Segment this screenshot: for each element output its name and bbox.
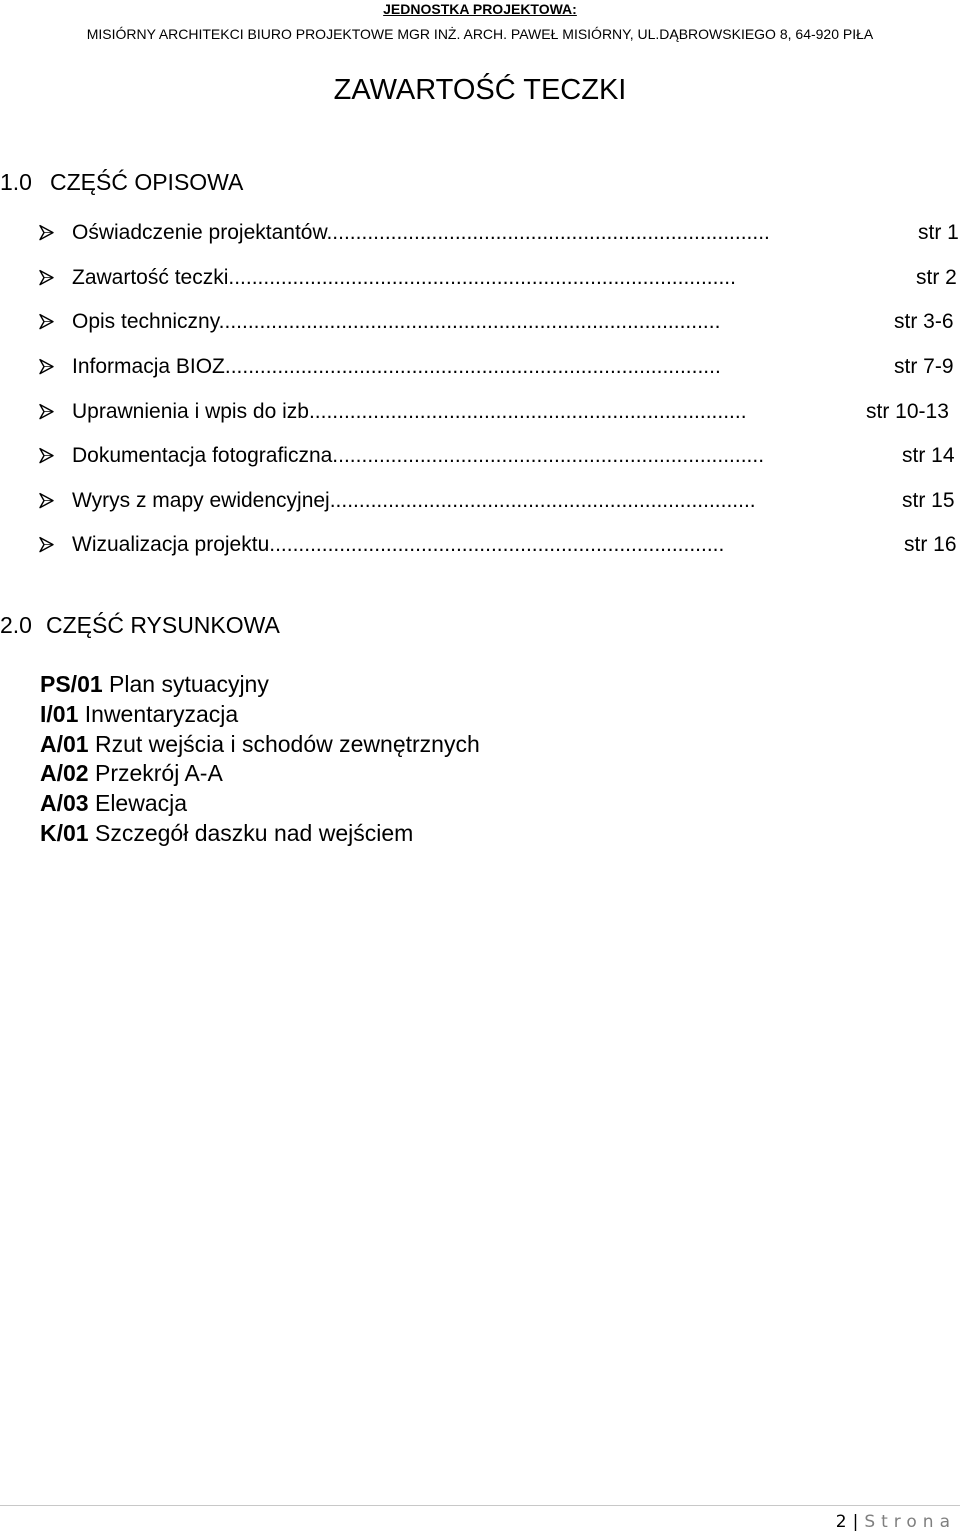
drawing-code: PS/01: [40, 671, 103, 697]
arrow-bullet-icon: [38, 358, 56, 376]
toc-page: str 1: [918, 221, 959, 245]
section-1-number: 1.0: [0, 169, 32, 195]
footer-page-word: Strona: [864, 1512, 956, 1532]
section-2-title: CZĘŚĆ RYSUNKOWA: [45, 612, 280, 638]
footer-separator: |: [852, 1512, 859, 1532]
drawing-code: A/01: [40, 730, 89, 757]
drawing-name: Inwentaryzacja: [84, 700, 239, 727]
toc-label: Dokumentacja fotograficzna..........................................................................: [72, 444, 765, 468]
document-title: ZAWARTOŚĆ TECZKI: [333, 74, 627, 106]
drawing-code: A/02: [40, 760, 89, 787]
drawing-name: Plan sytuacyjny: [109, 671, 269, 697]
header-title: JEDNOSTKA PROJEKTOWA:: [383, 1, 577, 17]
drawing-code: A/03: [40, 790, 89, 817]
toc-row: [0, 345, 960, 390]
toc-page: str 15: [902, 488, 955, 512]
section-1-heading: [0, 168, 243, 196]
drawing-name: Przekrój A-A: [94, 760, 223, 787]
toc-row: [0, 211, 960, 256]
arrow-bullet-icon: [38, 269, 56, 287]
drawing-item: [40, 819, 480, 849]
drawing-name: Szczegół daszku nad wejściem: [94, 819, 414, 846]
arrow-bullet-icon: [38, 224, 56, 242]
toc-page: str 16: [904, 533, 957, 557]
header-subtitle: MISIÓRNY ARCHITEKCI BIURO PROJEKTOWE MGR INŻ. ARCH. PAWEŁ MISIÓRNY, UL.DĄBROWSKIEGO 8, 64-920 PIŁA: [86, 26, 874, 42]
page-footer: [836, 1510, 956, 1534]
drawing-name: Elewacja: [94, 790, 188, 817]
table-of-contents: [0, 211, 960, 568]
arrow-bullet-icon: [38, 447, 56, 465]
section-2-number: 2.0: [0, 612, 32, 638]
toc-label: Uprawnienia i wpis do izb...........................................................................: [72, 399, 747, 423]
drawings-list: [40, 670, 480, 849]
toc-page: str 7-9: [894, 355, 954, 379]
drawing-code: I/01: [40, 700, 79, 727]
toc-row: [0, 300, 960, 345]
arrow-bullet-icon: [38, 402, 56, 420]
drawing-code: K/01: [40, 819, 89, 846]
arrow-bullet-icon: [38, 536, 56, 554]
footer-divider: [0, 1505, 960, 1506]
toc-label: Zawartość teczki.......................................................................................: [72, 265, 736, 289]
toc-page: str 2: [916, 265, 957, 289]
drawing-item: [40, 670, 480, 700]
toc-label: Informacja BIOZ.....................................................................................: [72, 355, 721, 379]
toc-row: [0, 256, 960, 301]
toc-label: Opis techniczny......................................................................................: [72, 310, 721, 334]
section-2-heading: [0, 611, 280, 639]
drawing-item: [40, 759, 480, 789]
toc-row: [0, 389, 960, 434]
toc-page: str 14: [902, 444, 955, 468]
toc-label: Wyrys z mapy ewidencyjnej.........................................................................: [72, 488, 756, 512]
arrow-bullet-icon: [38, 491, 56, 509]
toc-row: [0, 434, 960, 479]
toc-page: str 10-13: [866, 399, 949, 423]
toc-label: Wizualizacja projektu..............................................................................: [72, 533, 725, 557]
page-number: 2: [835, 1512, 847, 1532]
toc-row: [0, 479, 960, 524]
toc-page: str 3-6: [894, 310, 954, 334]
drawing-item: [40, 700, 480, 730]
drawing-item: [40, 730, 480, 760]
toc-label: Oświadczenie projektantów............................................................................: [72, 221, 770, 245]
toc-row: [0, 523, 960, 568]
drawing-name: Rzut wejścia i schodów zewnętrznych: [94, 730, 480, 757]
arrow-bullet-icon: [38, 313, 56, 331]
section-1-title: CZĘŚĆ OPISOWA: [49, 169, 244, 195]
drawing-item: [40, 789, 480, 819]
